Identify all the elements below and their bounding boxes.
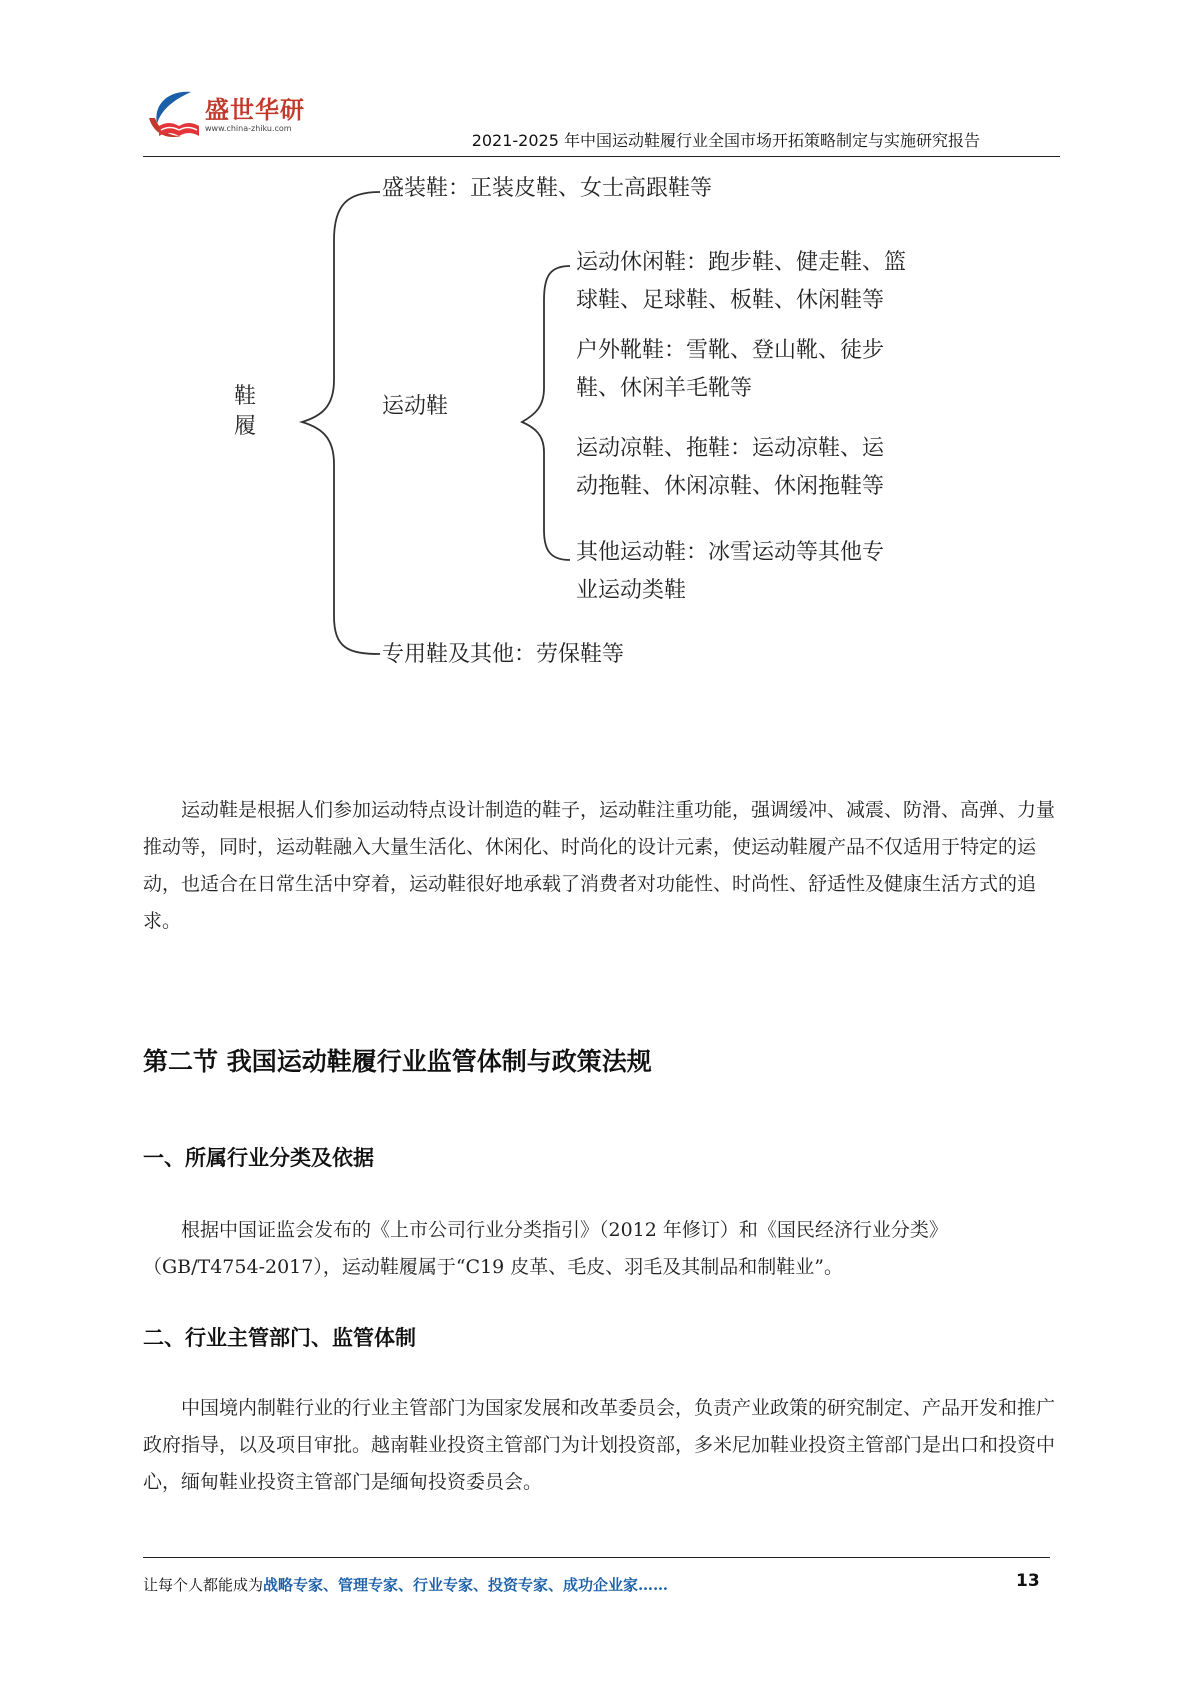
- diagram-root-label: [234, 382, 256, 442]
- subsection-title-regulation: 二、行业主管部门、监管体制: [143, 1326, 416, 1350]
- logo-brand-name: 盛世华研: [205, 96, 305, 124]
- footer-slogan: [143, 1574, 668, 1595]
- sandals-line-1: 运动凉鞋、拖鞋：运动凉鞋、运: [576, 436, 885, 461]
- company-logo: [143, 84, 313, 148]
- casual-sports-shoes-item: [576, 244, 906, 320]
- paragraph-regulation: 中国境内制鞋行业的行业主管部门为国家发展和改革委员会，负责产业政策的研究制定、产品开发和推广政府指导，以及项目审批。越南鞋业投资主管部门为计划投资部，多米尼加鞋业投资主管部门是出口和投资中心，缅甸鞋业投资主管部门是缅甸投资委员会。: [143, 1397, 1056, 1493]
- slogan-prefix: 让每个人都能成为: [143, 1576, 264, 1594]
- outdoor-line-2: 鞋、休闲羊毛靴等: [576, 376, 753, 401]
- outdoor-line-1: 户外靴鞋：雪靴、登山靴、徒步: [576, 338, 885, 363]
- slogan-highlight: 战略专家、管理专家、行业专家、投资专家、成功企业家……: [263, 1576, 669, 1594]
- shoe-classification-diagram: [230, 170, 1030, 740]
- sports-shoes-label: 运动鞋: [382, 394, 449, 419]
- casual-line-1: 运动休闲鞋：跑步鞋、健走鞋、篮: [576, 250, 907, 275]
- report-title: 2021-2025 年中国运动鞋履行业全国市场开拓策略制定与实施研究报告: [471, 131, 980, 150]
- subsection-title-classification: 一、所属行业分类及依据: [143, 1146, 374, 1170]
- book-swoosh-logo-icon: [143, 84, 205, 148]
- outdoor-boots-item: [576, 332, 884, 408]
- root-char-2: 履: [234, 414, 257, 439]
- logo-url: www.china-zhiku.com: [205, 124, 292, 133]
- root-char-1: 鞋: [234, 384, 257, 409]
- other-sports-shoes-item: [576, 534, 884, 610]
- footer-divider: [143, 1557, 1050, 1558]
- sports-sandals-item: [576, 430, 884, 506]
- casual-line-2: 球鞋、足球鞋、板鞋、休闲鞋等: [576, 288, 885, 313]
- sandals-line-2: 动拖鞋、休闲凉鞋、休闲拖鞋等: [576, 474, 885, 499]
- header-divider: [143, 156, 1060, 157]
- other-line-2: 业运动类鞋: [576, 578, 687, 603]
- main-brace: [302, 192, 380, 654]
- special-shoes-label: 专用鞋及其他：劳保鞋等: [382, 642, 625, 667]
- sports-brace: [522, 266, 570, 560]
- page-number: 13: [1016, 1571, 1040, 1591]
- section-title: 第二节 我国运动鞋履行业监管体制与政策法规: [143, 1047, 652, 1076]
- paragraph-classification: 根据中国证监会发布的《上市公司行业分类指引》（2012 年修订）和《国民经济行业分类》（GB/T4754-2017），运动鞋履属于“C19 皮革、毛皮、羽毛及其制品和制鞋业”。: [143, 1219, 948, 1278]
- dress-shoes-label: 盛装鞋：正装皮鞋、女士高跟鞋等: [382, 176, 713, 201]
- other-line-1: 其他运动鞋：冰雪运动等其他专: [576, 540, 885, 565]
- paragraph-sports-shoes: 运动鞋是根据人们参加运动特点设计制造的鞋子，运动鞋注重功能，强调缓冲、减震、防滑、高弹、力量推动等，同时，运动鞋融入大量生活化、休闲化、时尚化的设计元素，使运动鞋履产品不仅适用于特定的运动，也适合在日常生活中穿着，运动鞋很好地承载了消费者对功能性、时尚性、舒适性及健康生活方式的追求。: [143, 799, 1056, 932]
